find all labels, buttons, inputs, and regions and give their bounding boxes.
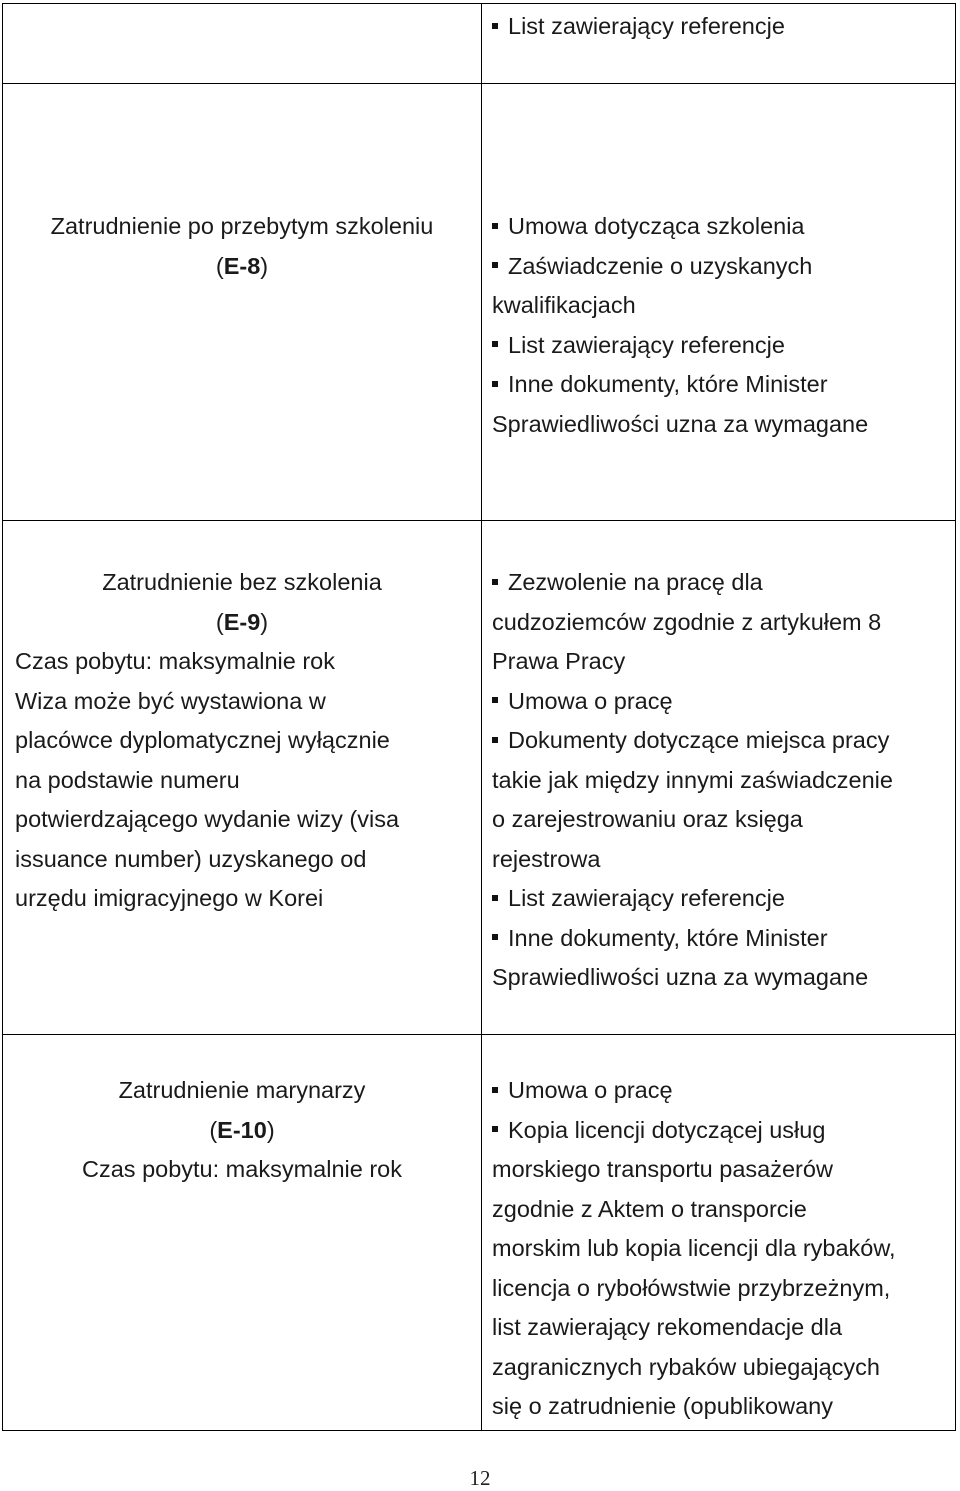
table-row: [3, 1035, 956, 1431]
list-item: List zawierający referencje: [492, 7, 955, 47]
list-item-continuation: morskim lub kopia licencji dla rybaków,: [492, 1235, 896, 1261]
list-item: Inne dokumenty, które Minister: [492, 365, 955, 405]
list-item: Zezwolenie na pracę dla: [492, 563, 955, 603]
bullet-icon: [492, 341, 498, 347]
table-row: [3, 84, 956, 521]
table-row: [3, 521, 956, 1035]
bullet-icon: [492, 895, 498, 901]
list-item: Kopia licencji dotyczącej usług: [492, 1111, 955, 1151]
bullet-icon: [492, 934, 498, 940]
bullet-icon: [492, 697, 498, 703]
list-item: Umowa dotycząca szkolenia: [492, 207, 955, 247]
list-item-continuation: kwalifikacjach: [492, 292, 636, 318]
list-item: Inne dokumenty, które Minister: [492, 919, 955, 959]
list-item: Umowa o pracę: [492, 1071, 955, 1111]
bullet-icon: [492, 1126, 498, 1132]
visa-type-cell: [3, 1035, 482, 1431]
bullet-icon: [492, 1087, 498, 1093]
list-item: Zaświadczenie o uzyskanych: [492, 247, 955, 287]
list-item-continuation: list zawierający rekomendacje dla: [492, 1314, 843, 1340]
list-item: Dokumenty dotyczące miejsca pracy: [492, 721, 955, 761]
table-row: [3, 4, 956, 84]
list-item: Umowa o pracę: [492, 682, 955, 722]
visa-title: Zatrudnienie marynarzy: [118, 1077, 366, 1103]
page-number: 12: [469, 1466, 491, 1490]
visa-type-cell: [3, 4, 482, 84]
visa-detail: placówce dyplomatycznej wyłącznie: [15, 727, 390, 753]
list-item: List zawierający referencje: [492, 879, 955, 919]
visa-detail: urzędu imigracyjnego w Korei: [15, 885, 324, 911]
list-item-continuation: Prawa Pracy: [492, 648, 626, 674]
list-item-continuation: morskiego transportu pasażerów: [492, 1156, 833, 1182]
bullet-icon: [492, 262, 498, 268]
visa-detail: Czas pobytu: maksymalnie rok: [15, 648, 335, 674]
list-item-continuation: Sprawiedliwości uzna za wymagane: [492, 410, 869, 437]
visa-detail: Wiza może być wystawiona w: [15, 687, 326, 714]
bullet-icon: [492, 381, 498, 387]
list-item-continuation: się o zatrudnienie (opublikowany: [492, 1393, 833, 1419]
bullet-icon: [492, 737, 498, 743]
documents-cell: [482, 4, 956, 84]
documents-cell: [482, 1035, 956, 1431]
visa-detail: Czas pobytu: maksymalnie rok: [82, 1156, 402, 1182]
list-item: List zawierający referencje: [492, 326, 955, 366]
visa-title: Zatrudnienie po przebytym szkoleniu: [50, 213, 434, 239]
list-item-continuation: zagranicznych rybaków ubiegających: [492, 1353, 880, 1380]
list-item-continuation: Sprawiedliwości uzna za wymagane: [492, 964, 869, 990]
visa-type-cell: [3, 521, 482, 1035]
visa-type-cell: [3, 84, 482, 521]
visa-code: (E-9): [215, 608, 269, 635]
bullet-icon: [492, 579, 498, 585]
documents-cell: [482, 521, 956, 1035]
bullet-icon: [492, 223, 498, 229]
bullet-icon: [492, 23, 498, 29]
visa-detail: potwierdzającego wydanie wizy (visa: [15, 806, 400, 832]
list-item-continuation: zgodnie z Aktem o transporcie: [492, 1195, 807, 1222]
visa-code: (E-10): [209, 1116, 275, 1143]
list-item-continuation: rejestrowa: [492, 845, 601, 872]
visa-title: Zatrudnienie bez szkolenia: [102, 569, 382, 595]
visa-detail: na podstawie numeru: [15, 766, 240, 793]
documents-cell: [482, 84, 956, 521]
list-item-continuation: o zarejestrowaniu oraz księga: [492, 806, 803, 832]
requirements-table: [2, 3, 956, 1431]
list-item-continuation: licencja o rybołówstwie przybrzeżnym,: [492, 1274, 891, 1301]
visa-code: (E-8): [215, 252, 269, 279]
list-item-continuation: takie jak między innymi zaświadczenie: [492, 766, 893, 793]
list-item-continuation: cudzoziemców zgodnie z artykułem 8: [492, 608, 882, 635]
visa-detail: issuance number) uzyskanego od: [15, 845, 367, 872]
